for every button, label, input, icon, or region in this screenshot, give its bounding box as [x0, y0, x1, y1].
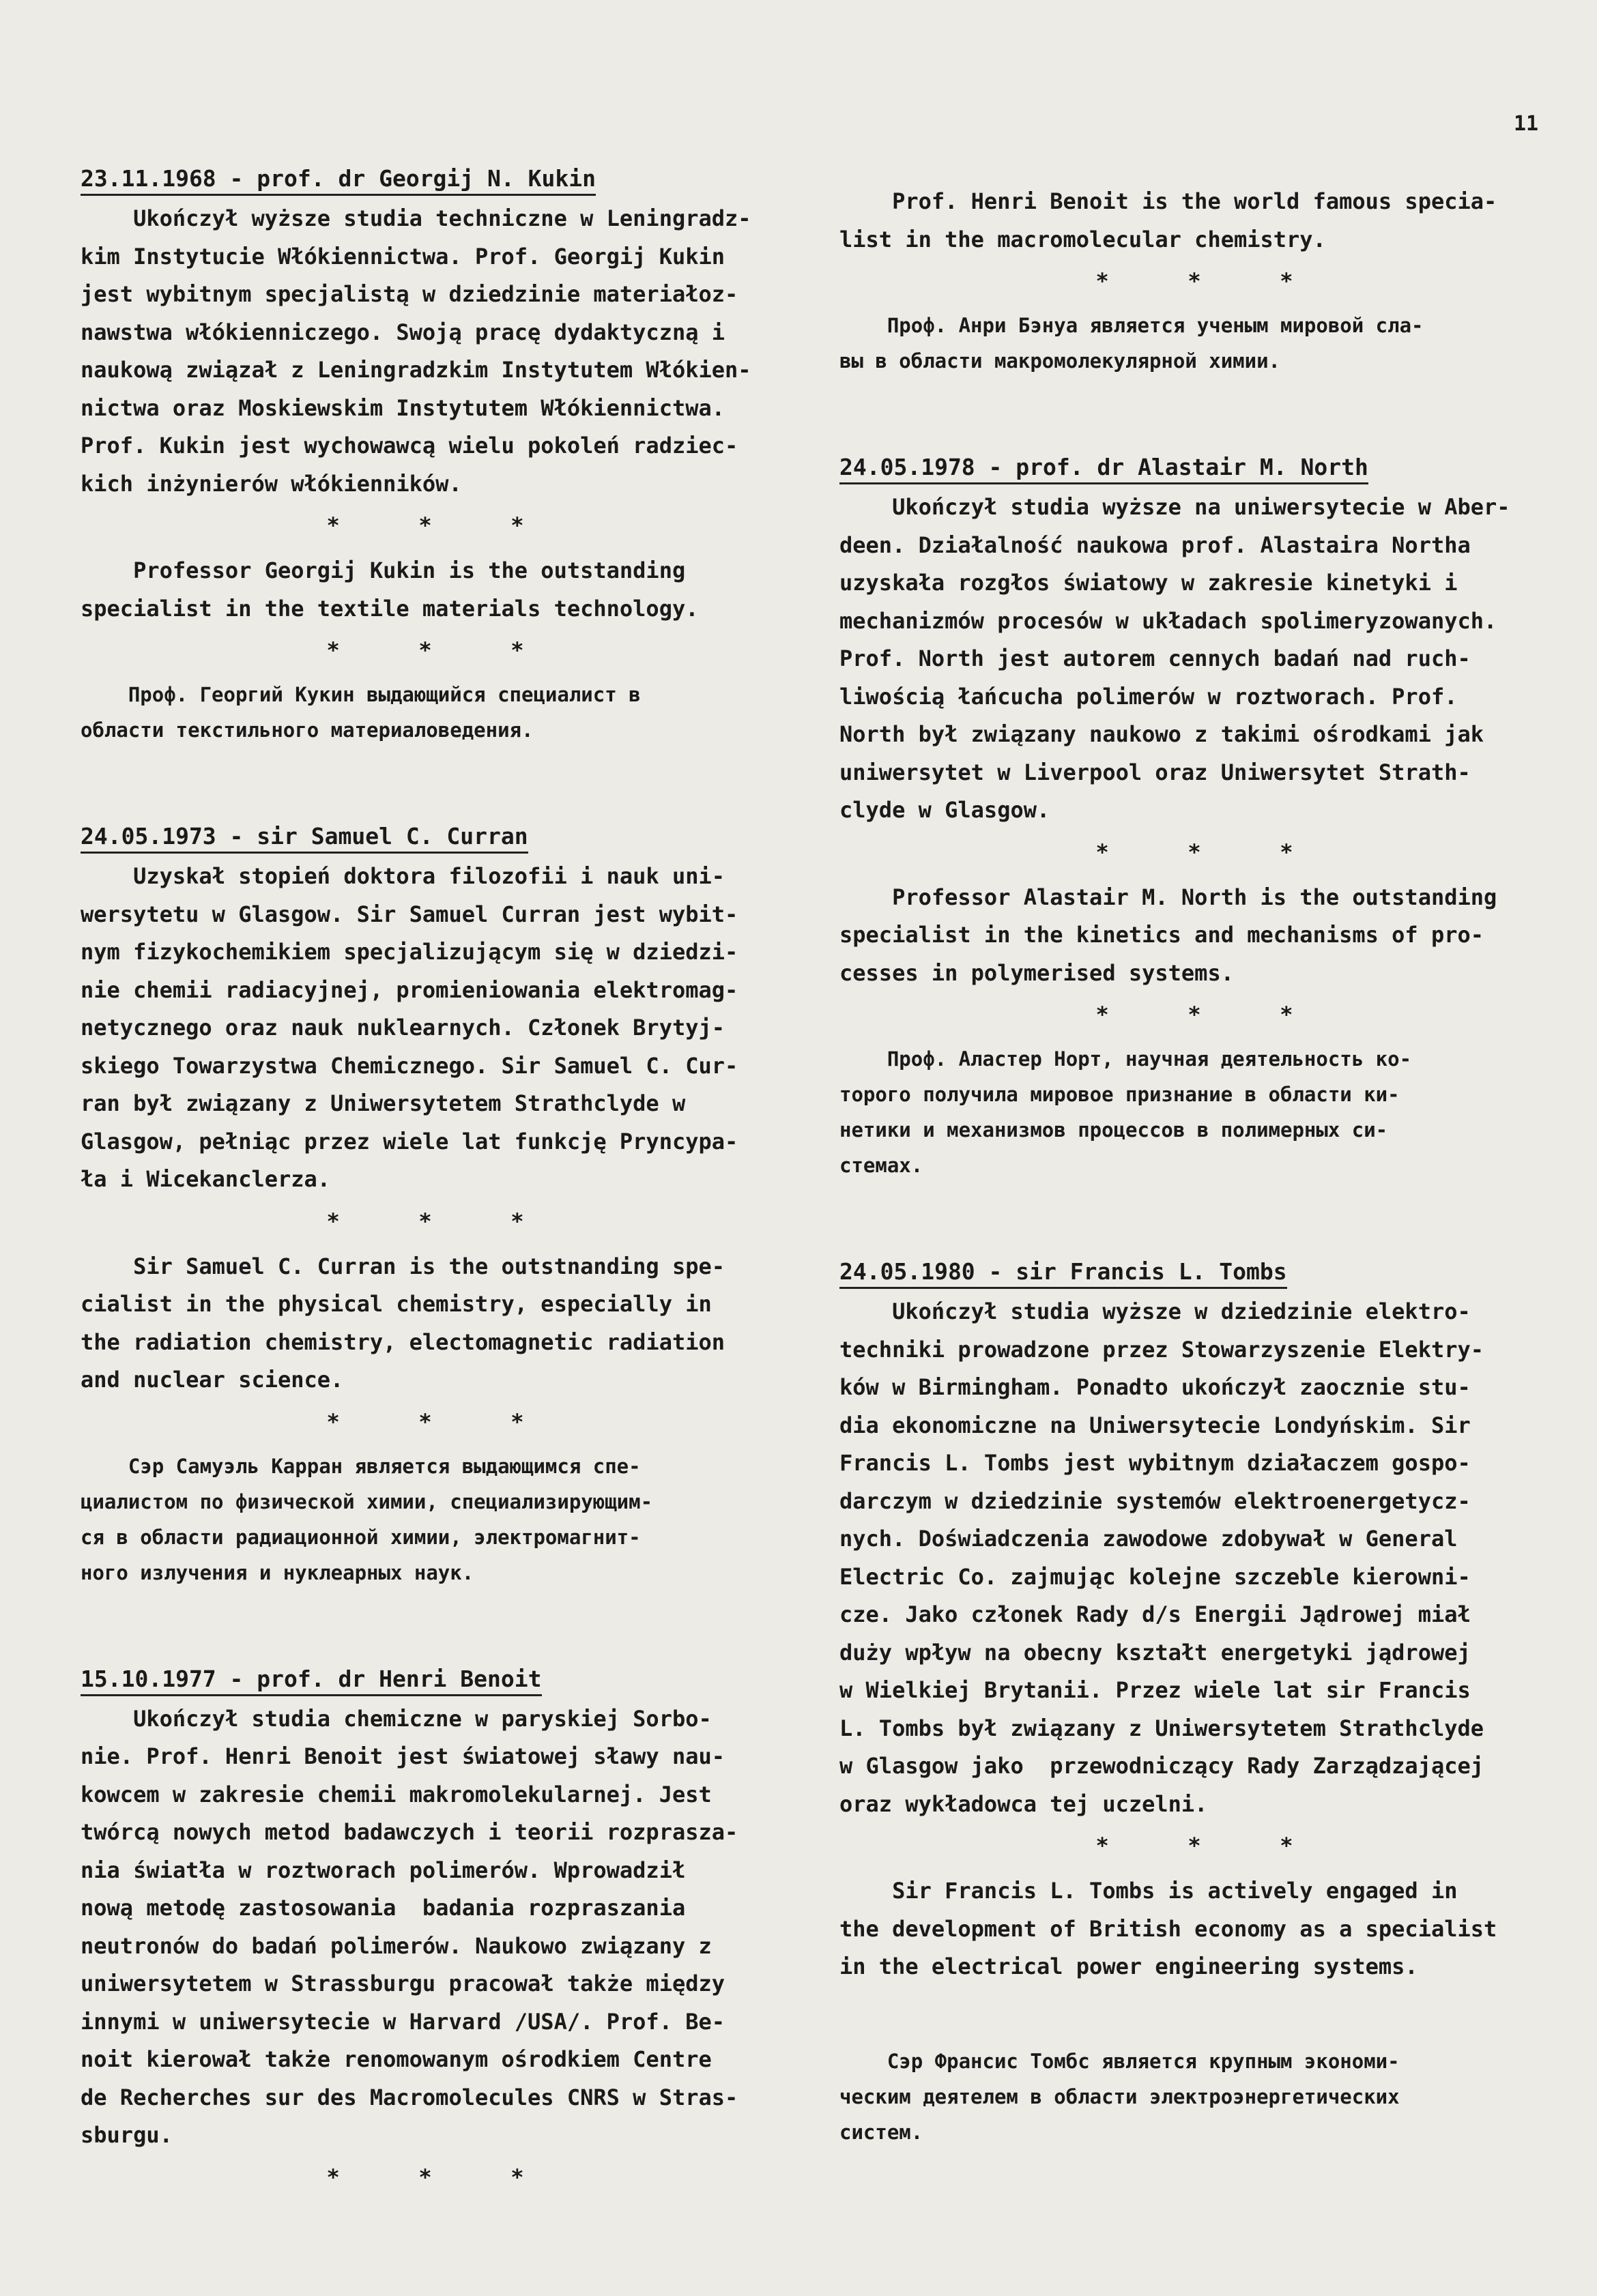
separator-stars: * * * [326, 1408, 524, 1435]
separator-stars: * * * [326, 512, 524, 538]
entry-kukin [81, 165, 770, 748]
entry-heading: 24.05.1978 - prof. dr Alastair M. North [839, 454, 1368, 484]
separator-stars: * * * [326, 637, 524, 663]
entry-north [839, 454, 1549, 1183]
separator-stars: * * * [1095, 839, 1293, 865]
polish-text: Ukończył studia chemiczne w paryskiej Sorbo- nie. Prof. Henri Benoit jest światowej sławy nau- kowcem w zakresie chemii makromolekularnej. Jest twórcą nowych metod badawczych i teorii rozprasza- nia światła w roztworach polimerów. Wprowadził nową metodę zastosowania badania rozpraszania neutronów do badań polimerów. Naukowo związany z uniwersytetem w Strassburgu pracował także między innymi w uniwersytecie w Harvard /USA/. Prof. Be- noit kierował także renomowanym ośrodkiem Centre de Recherches sur des Macromolecules CNRS w Stras- sburgu. [81, 1705, 738, 2148]
right-column [839, 183, 1549, 2150]
russian-text: Сэр Самуэль Карран является выдающимся спе- циалистом по физической химии, специализирующим- ся в области радиационной химии, электромагнит- ного излучения и нуклеарных наук. [81, 1454, 653, 1584]
separator-stars: * * * [1095, 268, 1293, 294]
russian-text: Сэр Франсис Томбс является крупным экономи- ческим деятелем в области электроэнергетических систем. [839, 2049, 1400, 2144]
page-number: 11 [1514, 112, 1539, 136]
polish-text: Ukończył wyższe studia techniczne w Leningradz- kim Instytucie Włókiennictwa. Prof. Georgij Kukin jest wybitnym specjalistą w dziedzinie materiałoz- nawstwa włókienniczego. Swoją pracę dydaktyczną i naukową związał z Leningradzkim Instytutem Włókien- nictwa oraz Moskiewskim Instytutem Włókiennictwa. Prof. Kukin jest wychowawcą wielu pokoleń radziec- kich inżynierów włókienników. [81, 205, 751, 497]
polish-text: Ukończył studia wyższe w dziedzinie elektro- techniki prowadzone przez Stowarzyszenie Elektry- ków w Birmingham. Ponadto ukończył zaocznie stu- dia ekonomiczne na Uniwersytecie Londyńskim. Sir Francis L. Tombs jest wybitnym działaczem gospo- darczym w dziedzinie systemów elektroenergetycz- nych. Doświadczenia zawodowe zdobywał w General Electric Co. zajmując kolejne szczeble kierowni- cze. Jako członek Rady d/s Energii Jądrowej miał duży wpływ na obecny kształt energetyki jądrowej w Wielkiej Brytanii. Przez wiele lat sir Francis L. Tombs był związany z Uniwersytetem Strathclyde w Glasgow jako przewodniczący Rady Zarządzającej oraz wykładowca tej uczelni. [839, 1298, 1484, 1817]
entry-benoit [81, 1666, 770, 2196]
english-text: Sir Francis L. Tombs is actively engaged in the development of British economy as a specialist in the electrical power engineering systems. [839, 1878, 1497, 1979]
left-column [81, 165, 770, 2204]
entry-heading: 24.05.1973 - sir Samuel C. Curran [81, 823, 528, 854]
entry-curran [81, 823, 770, 1590]
separator-stars: * * * [326, 1208, 524, 1234]
entry-benoit-continued [839, 183, 1549, 379]
entry-heading: 23.11.1968 - prof. dr Georgij N. Kukin [81, 165, 596, 196]
polish-text: Uzyskał stopień doktora filozofii i nauk uni- wersytetu w Glasgow. Sir Samuel Curran jest wybit- nym fizykochemikiem specjalizującym się w dziedzi- nie chemii radiacyjnej, promieniowania elektromag- netycznego oraz nauk nuklearnych. Członek Brytyj- skiego Towarzystwa Chemicznego. Sir Samuel C. Cur- ran był związany z Uniwersytetem Strathclyde w Glasgow, pełniąc przez wiele lat funkcję Pryncypa- ła i Wicekanclerza. [81, 863, 738, 1192]
separator-stars: * * * [1095, 1002, 1293, 1028]
english-text: Professor Alastair M. North is the outstanding specialist in the kinetics and mechanisms of pro- cesses in polymerised systems. [839, 884, 1497, 986]
english-text: Prof. Henri Benoit is the world famous specia- list in the macromolecular chemistry. [839, 188, 1497, 252]
separator-stars: * * * [326, 2164, 524, 2190]
separator-stars: * * * [1095, 1833, 1293, 1859]
russian-text: Проф. Анри Бэнуа является ученым мировой сла- вы в области макромолекулярной химии. [839, 314, 1424, 373]
english-text: Professor Georgij Kukin is the outstanding specialist in the textile materials technology. [81, 557, 699, 622]
russian-text: Проф. Георгий Кукин выдающийся специалист в области текстильного материаловедения. [81, 683, 641, 742]
russian-text: Проф. Аластер Норт, научная деятельность ко- торого получила мировое признание в области ки- нетики и механизмов процессов в полимерных си- стемах. [839, 1047, 1412, 1177]
entry-heading: 15.10.1977 - prof. dr Henri Benoit [81, 1666, 542, 1696]
entry-heading: 24.05.1980 - sir Francis L. Tombs [839, 1258, 1287, 1289]
polish-text: Ukończył studia wyższe na uniwersytecie w Aber- deen. Działalność naukowa prof. Alastaira Northa uzyskała rozgłos światowy w zakresie kinetyki i mechanizmów procesów w układach spolimeryzowanych. Prof. North jest autorem cennych badań nad ruch- liwością łańcucha polimerów w roztworach. Prof. North był związany naukowo z takimi ośrodkami jak uniwersytet w Liverpool oraz Uniwersytet Strath- clyde w Glasgow. [839, 494, 1510, 823]
english-text: Sir Samuel C. Curran is the outstnanding spe- cialist in the physical chemistry, especially in the radiation chemistry, electomagnetic radiation and nuclear science. [81, 1253, 725, 1393]
entry-tombs [839, 1258, 1549, 2150]
